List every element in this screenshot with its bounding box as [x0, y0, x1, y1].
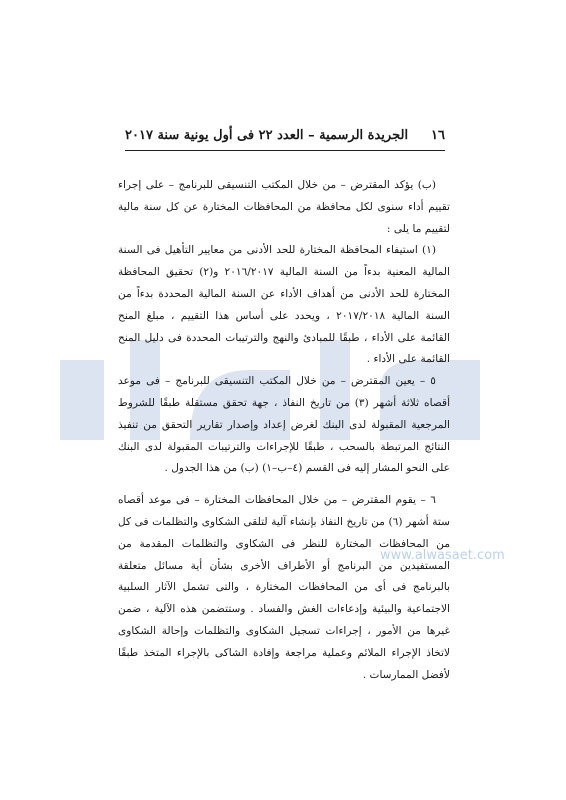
paragraph-criteria: (١) استيفاء المحافظة المختارة للحد الأدنى من معايير التأهيل فى السنة المالية المعنية بدءاً من السنة المالية ٢٠١٦/٢٠١٧ و(٢) تحقيق المحافظة المختارة للحد الأدنى من أهداف الأداء عن السنة المالية المحددة بدءاً من السنة المالية ٢٠١٧/٢٠١٨ ، ويحدد على أساس هذا التقييم ، مبلغ المنح القائمة على الأداء ، طبقًا للمبادئ والنهج والترتيبات المحددة فى دليل المنح القائمة على الأداء .	[118, 244, 450, 366]
document-body	[118, 175, 450, 686]
watermark-url: www.alwasaet.com	[380, 548, 505, 563]
paragraph-5: ٥ – يعين المقترض – من خلال المكتب التنسيقى للبرنامج – فى موعد أقصاه ثلاثة أشهر (٣) من تاريخ النفاذ ، جهة تحقق مستقلة طبقًا للشروط المرجعية المقبولة لدى البنك لغرض إعداد وإصدار تقارير التحقق من تنفيذ النتائج المرتبطة بالسحب ، طبقًا للإجراءات والترتيبات المقبولة لدى البنك على النحو المشار إليه فى القسم (٤–ب–١) (ب) من هذا الجدول .	[118, 375, 451, 475]
header-divider	[125, 150, 445, 151]
gazette-title: الجريدة الرسمية – العدد ٢٢ فى أول يونية سنة ٢٠١٧	[125, 128, 409, 143]
page-number: ١٦	[431, 128, 445, 143]
paragraph-6: ٦ – يقوم المقترض – من خلال المحافظات المختارة – فى موعد أقصاه ستة أشهر (٦) من تاريخ النفاذ بإنشاء آلية لتلقى الشكاوى والتظلمات فى كل من المحافظات المختارة للنظر فى الشكاوى والتظلمات المقدمة من المستفيدين من البرنامج أو الأطراف الأخرى بشأن أية مسائل متعلقة بالبرنامج فى أى من المحافظات المختارة ، والتى تشمل الآثار السلبية الاجتماعية والبيئية وإدعاءات الغش والفساد . وستتضمن هذه الآلية ، ضمن غيرها من الأمور ، إجراءات تسجيل الشكاوى والتظلمات وإحالة الشكاوى لاتخاذ الإجراء الملائم وعملية مراجعة وإفادة الشاكى بالإجراء المتخذ طبقًا لأفضل الممارسات .	[118, 494, 450, 681]
paragraph-b: (ب) يؤكد المقترض – من خلال المكتب التنسيقى للبرنامج – على إجراء تقييم أداء سنوى لكل محافظة من المحافظات المختارة عن كل سنة مالية لتقييم ما يلى :	[118, 179, 450, 235]
page-header	[125, 128, 445, 143]
